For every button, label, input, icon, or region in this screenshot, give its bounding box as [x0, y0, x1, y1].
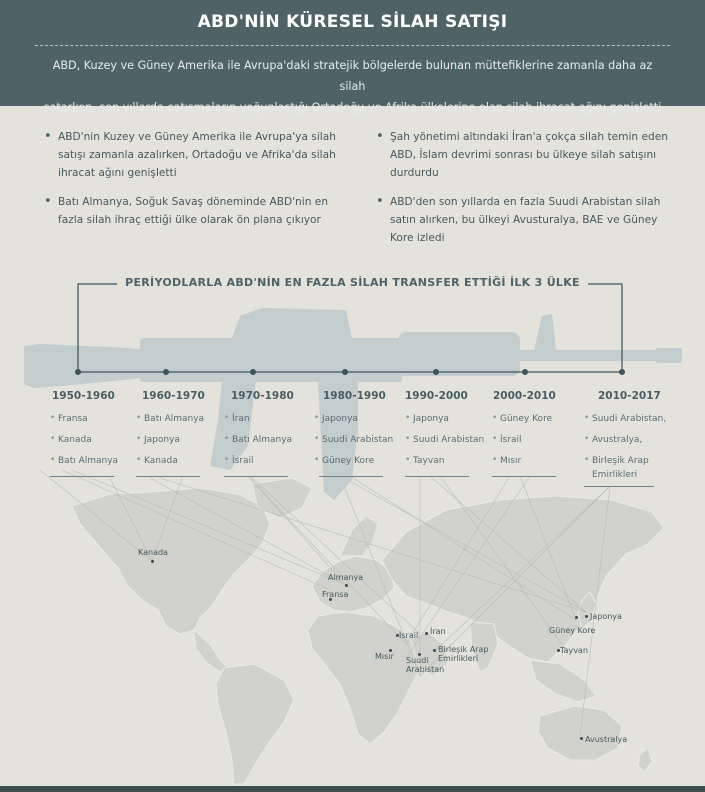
map-dot — [433, 649, 436, 652]
bullet-item: • Batı Almanya, Soğuk Savaş döneminde ABD'nin en fazla silah ihraç ettiği ülke olarak ön plana çıkıyor — [44, 193, 344, 229]
period-country: • Tayvan — [405, 454, 515, 475]
subtitle-line: satarken, son yıllarda çatışmaların yoğunlaştığı Ortadoğu ve Afrika ülkelerine olan silah ihracat ağını genişletti — [43, 101, 662, 114]
scandinavia-shape — [340, 516, 378, 556]
timeline-dot — [75, 369, 81, 375]
rifle-muzzle — [656, 348, 682, 363]
period-label: 1970-1980 — [231, 390, 294, 402]
period-country: • Güney Kore — [314, 454, 424, 475]
rifle-carry-handle — [232, 308, 352, 338]
southeast-asia-shape — [530, 660, 596, 702]
period-country: • Kanada — [136, 454, 246, 475]
map-dot — [151, 560, 154, 563]
period-label: 1950-1960 — [52, 390, 115, 402]
map-dot — [585, 615, 588, 618]
europe-shape — [312, 556, 394, 612]
central-america-shape — [194, 630, 228, 672]
rifle-handguard — [398, 332, 520, 376]
period-country: • İsrail — [224, 454, 334, 475]
north-america-shape — [72, 488, 270, 634]
period-underline — [405, 476, 469, 477]
period-country: • Japonya — [405, 412, 515, 433]
new-zealand-shape — [638, 748, 652, 772]
map-dot — [580, 737, 583, 740]
period-label: 1980-1990 — [323, 390, 386, 402]
map-dot — [575, 616, 578, 619]
map-label-misir: Mısır — [375, 652, 394, 661]
timeline-dot — [522, 369, 528, 375]
period-label: 2000-2010 — [493, 390, 556, 402]
period-country: • Kanada — [50, 433, 160, 454]
australia-shape — [538, 706, 622, 760]
period-underline — [319, 476, 383, 477]
period-country: • Batı Almanya — [50, 454, 160, 475]
period-country: • Batı Almanya — [136, 412, 246, 433]
period-country: • Japonya — [314, 412, 424, 433]
period-country: • Güney Kore — [492, 412, 602, 433]
period-country: • Fransa — [50, 412, 160, 433]
period-underline — [584, 486, 654, 487]
period-label: 1990-2000 — [405, 390, 468, 402]
period-country-list — [584, 412, 684, 480]
bullet-item: • ABD'nin Kuzey ve Güney Amerika ile Avrupa'ya silah satışı zamanla azalırken, Ortadoğu ve Afrika'da silah ihracat ağını genişletti — [44, 128, 344, 182]
map-label-kanada: Kanada — [138, 548, 168, 557]
rifle-barrel — [518, 350, 680, 361]
map-label-suudi: Suudi Arabistan — [406, 656, 445, 674]
period-country: • İsrail — [492, 433, 602, 454]
south-america-shape — [216, 664, 294, 784]
period-country: • Suudi Arabistan — [405, 433, 515, 454]
map-label-israil: İsrail — [399, 631, 419, 640]
timeline-dot — [250, 369, 256, 375]
rifle-receiver — [140, 338, 402, 382]
page-title: ABD'NİN KÜRESEL SİLAH SATIŞI — [197, 12, 508, 32]
period-country: • Batı Almanya — [224, 433, 334, 454]
period-underline — [136, 476, 200, 477]
period-underline — [50, 476, 114, 477]
period-underline — [224, 476, 288, 477]
timeline-dot — [163, 369, 169, 375]
map-dot — [425, 632, 428, 635]
period-country: • Suudi Arabistan — [314, 433, 424, 454]
timeline-dot — [619, 369, 625, 375]
bullet-item: • Şah yönetimi altındaki İran'a çokça silah temin eden ABD, İslam devrimi sonrası bu ülkeye silah satışını durdurdu — [376, 128, 676, 182]
rifle-stock — [24, 344, 142, 388]
section-title — [0, 276, 705, 289]
subtitle-line: ABD, Kuzey ve Güney Amerika ile Avrupa'daki stratejik bölgelerde bulunan müttefiklerine zamanla daha az silah — [52, 59, 653, 93]
section-title-text: PERİYODLARLA ABD'NİN EN FAZLA SİLAH TRANSFER ETTİĞİ İLK 3 ÜLKE — [117, 276, 588, 289]
map-label-bae: Birleşik Arap Emirlikleri — [438, 645, 489, 663]
map-label-almanya: Almanya — [328, 573, 364, 582]
map-label-avustralya: Avustralya — [585, 735, 628, 744]
rifle-front-sight — [534, 314, 556, 350]
period-country: • Birleşik Arap Emirlikleri — [584, 454, 684, 480]
period-underline — [492, 476, 556, 477]
map-dot — [345, 584, 348, 587]
period-country: • Japonya — [136, 433, 246, 454]
timeline-dot — [342, 369, 348, 375]
map-label-iran: İran — [430, 627, 446, 636]
footer-bar — [0, 786, 705, 792]
period-label: 1960-1970 — [142, 390, 205, 402]
map-label-fransa: Fransa — [322, 590, 349, 599]
period-country: • İran — [224, 412, 334, 433]
period-country: • Mısır — [492, 454, 602, 475]
map-label-japonya: Japonya — [590, 612, 622, 621]
timeline-dot — [433, 369, 439, 375]
map-label-guney-kore: Güney Kore — [549, 626, 596, 635]
period-country: • Avustralya, — [584, 433, 684, 454]
period-label: 2010-2017 — [598, 390, 661, 402]
period-country: • Suudi Arabistan, — [584, 412, 684, 433]
bullet-item: • ABD'den son yıllarda en fazla Suudi Arabistan silah satın alırken, bu ülkeyi Avusturalya, BAE ve Güney Kore izledi — [376, 193, 676, 247]
map-label-tayvan: Tayvan — [560, 646, 588, 655]
